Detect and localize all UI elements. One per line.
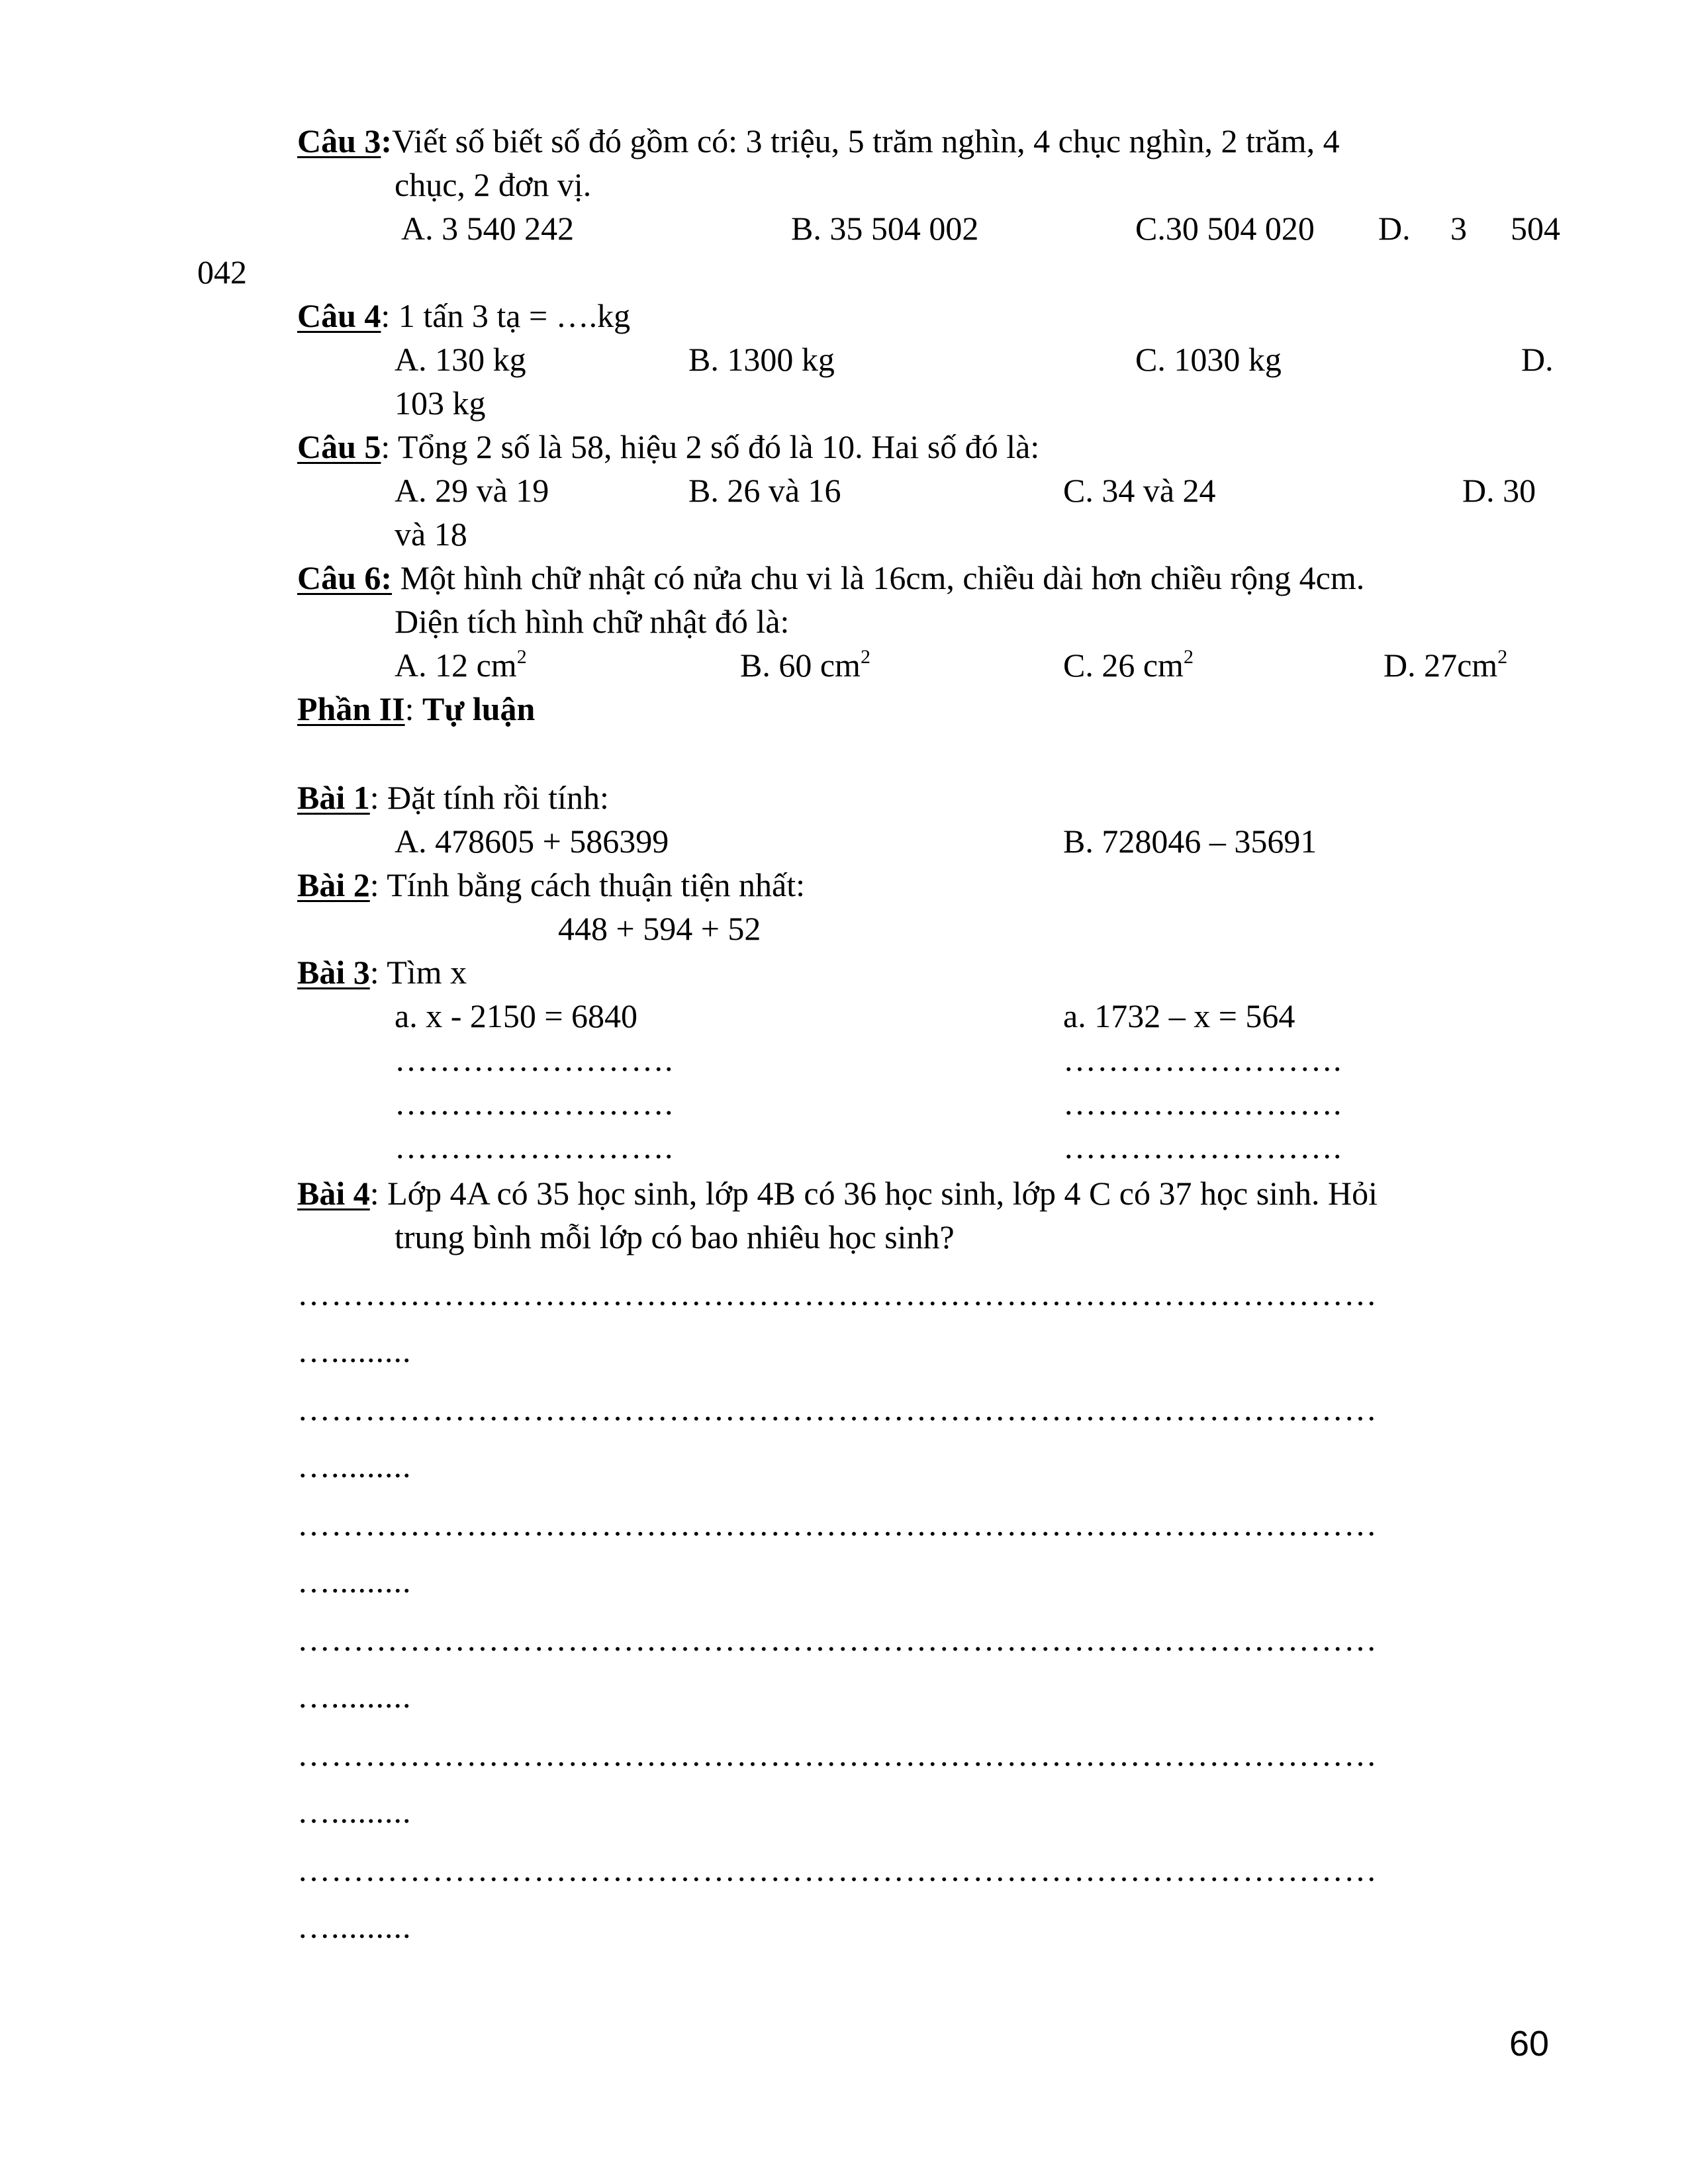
question-4-option-a: A. 130 kg: [395, 341, 526, 378]
question-5-option-a: A. 29 và 19: [395, 472, 549, 509]
question-5-label: Câu 5: [297, 428, 381, 465]
answer-line-long-2: ……………………………………………………………………………………: [297, 1390, 1378, 1428]
question-5-option-c: C. 34 và 24: [1063, 472, 1216, 509]
question-4-option-d-value: 103 kg: [395, 385, 486, 422]
question-5-line: [297, 425, 1039, 469]
answer-line-long-6: ……………………………………………………………………………………: [297, 1851, 1378, 1888]
part-2-heading: [297, 687, 535, 731]
question-5-text: : Tổng 2 số là 58, hiệu 2 số đó là 10. Hai số đó là:: [381, 428, 1040, 465]
part-2-label: Phần II: [297, 690, 405, 727]
exercise-1-part-a: A. 478605 + 586399: [395, 823, 669, 860]
question-5-option-d-value: và 18: [395, 516, 467, 553]
question-6-text: Một hình chữ nhật có nửa chu vi là 16cm, chiều dài hơn chiều rộng 4cm.: [392, 559, 1365, 596]
answer-line-short-3: ….........: [297, 1563, 412, 1600]
question-6-option-b-text: B. 60 cm: [740, 647, 861, 684]
question-4-option-b: B. 1300 kg: [688, 341, 835, 378]
superscript-2: 2: [860, 646, 870, 668]
answer-line-long-1: ……………………………………………………………………………………: [297, 1275, 1378, 1312]
exercise-1-label: Bài 1: [297, 779, 370, 816]
page-number: 60: [1509, 2024, 1550, 2064]
question-6-option-b: [740, 643, 870, 687]
exercise-4-label: Bài 4: [297, 1175, 370, 1212]
question-3-line-2: chục, 2 đơn vị.: [395, 166, 592, 203]
superscript-2: 2: [516, 646, 527, 668]
exercise-4-line-1: [297, 1171, 1378, 1215]
question-3-option-a: A. 3 540 242: [401, 210, 575, 247]
question-3-colon: :: [381, 122, 393, 159]
exercise-3-part-b: a. 1732 – x = 564: [1063, 997, 1295, 1034]
question-6-option-d-text: D. 27cm: [1383, 647, 1498, 684]
question-5-option-d: D. 30: [1462, 472, 1536, 509]
exercise-1-part-b: B. 728046 – 35691: [1063, 823, 1317, 860]
answer-line-short-1: ….........: [297, 1332, 412, 1369]
question-6-option-c: [1063, 643, 1194, 687]
question-6-label: Câu 6:: [297, 559, 393, 596]
exercise-4-line-2: trung bình mỗi lớp có bao nhiêu học sinh?: [395, 1218, 955, 1255]
question-6-option-a: [395, 643, 527, 687]
exercise-3-line: [297, 950, 467, 994]
answer-line-short-2: ….........: [297, 1447, 412, 1484]
answer-dots-b-3: …………………….: [1063, 1128, 1342, 1165]
question-3-option-b: B. 35 504 002: [791, 210, 979, 247]
exercise-2-text: : Tính bằng cách thuận tiện nhất:: [369, 866, 805, 903]
answer-line-short-5: ….........: [297, 1793, 412, 1830]
answer-line-long-5: ……………………………………………………………………………………: [297, 1736, 1378, 1773]
question-4-option-c: C. 1030 kg: [1135, 341, 1282, 378]
part-2-title: Tự luận: [422, 690, 536, 727]
question-6-option-c-text: C. 26 cm: [1063, 647, 1184, 684]
question-3-label: Câu 3: [297, 122, 381, 159]
answer-line-long-3: ……………………………………………………………………………………: [297, 1506, 1378, 1543]
answer-dots-a-3: …………………….: [395, 1128, 674, 1165]
exercise-1-text: : Đặt tính rồi tính:: [369, 779, 609, 816]
exercise-2-label: Bài 2: [297, 866, 370, 903]
question-6-option-d: [1383, 643, 1507, 687]
question-3-line-1: [297, 119, 1340, 163]
question-3-option-c: C.30 504 020: [1135, 210, 1315, 247]
question-4-label: Câu 4: [297, 297, 381, 334]
exercise-3-label: Bài 3: [297, 954, 370, 991]
question-5-option-b: B. 26 và 16: [688, 472, 841, 509]
answer-dots-b-2: …………………….: [1063, 1085, 1342, 1122]
question-4-line: [297, 294, 630, 338]
question-6-line-2: Diện tích hình chữ nhật đó là:: [395, 603, 790, 640]
superscript-2: 2: [1183, 646, 1194, 668]
question-3-text: Viết số biết số đó gồm có: 3 triệu, 5 trăm nghìn, 4 chục nghìn, 2 trăm, 4: [392, 122, 1340, 159]
superscript-2: 2: [1497, 646, 1508, 668]
question-4-option-d-label: D.: [1521, 341, 1554, 378]
question-3-option-d-part1: 3: [1450, 210, 1467, 247]
exercise-2-line: [297, 863, 805, 907]
answer-line-long-4: ……………………………………………………………………………………: [297, 1621, 1378, 1658]
question-3-option-d-part2: 504: [1511, 210, 1560, 247]
answer-dots-a-1: …………………….: [395, 1041, 674, 1078]
question-3-option-d-part3: 042: [197, 253, 247, 291]
answer-dots-a-2: …………………….: [395, 1085, 674, 1122]
answer-line-short-4: ….........: [297, 1678, 412, 1715]
exercise-3-part-a: a. x - 2150 = 6840: [395, 997, 638, 1034]
question-3-option-d-label: D.: [1378, 210, 1411, 247]
answer-line-short-6: ….........: [297, 1908, 412, 1945]
question-4-text: : 1 tấn 3 tạ = ….kg: [381, 297, 631, 334]
answer-dots-b-1: …………………….: [1063, 1041, 1342, 1078]
question-6-option-a-text: A. 12 cm: [395, 647, 517, 684]
exercise-4-text: : Lớp 4A có 35 học sinh, lớp 4B có 36 học sinh, lớp 4 C có 37 học sinh. Hỏi: [369, 1175, 1378, 1212]
exercise-2-expression: 448 + 594 + 52: [558, 910, 761, 947]
exercise-1-line: [297, 776, 609, 819]
part-2-colon: :: [404, 690, 422, 727]
exercise-3-text: : Tìm x: [369, 954, 467, 991]
question-6-line-1: [297, 556, 1364, 600]
